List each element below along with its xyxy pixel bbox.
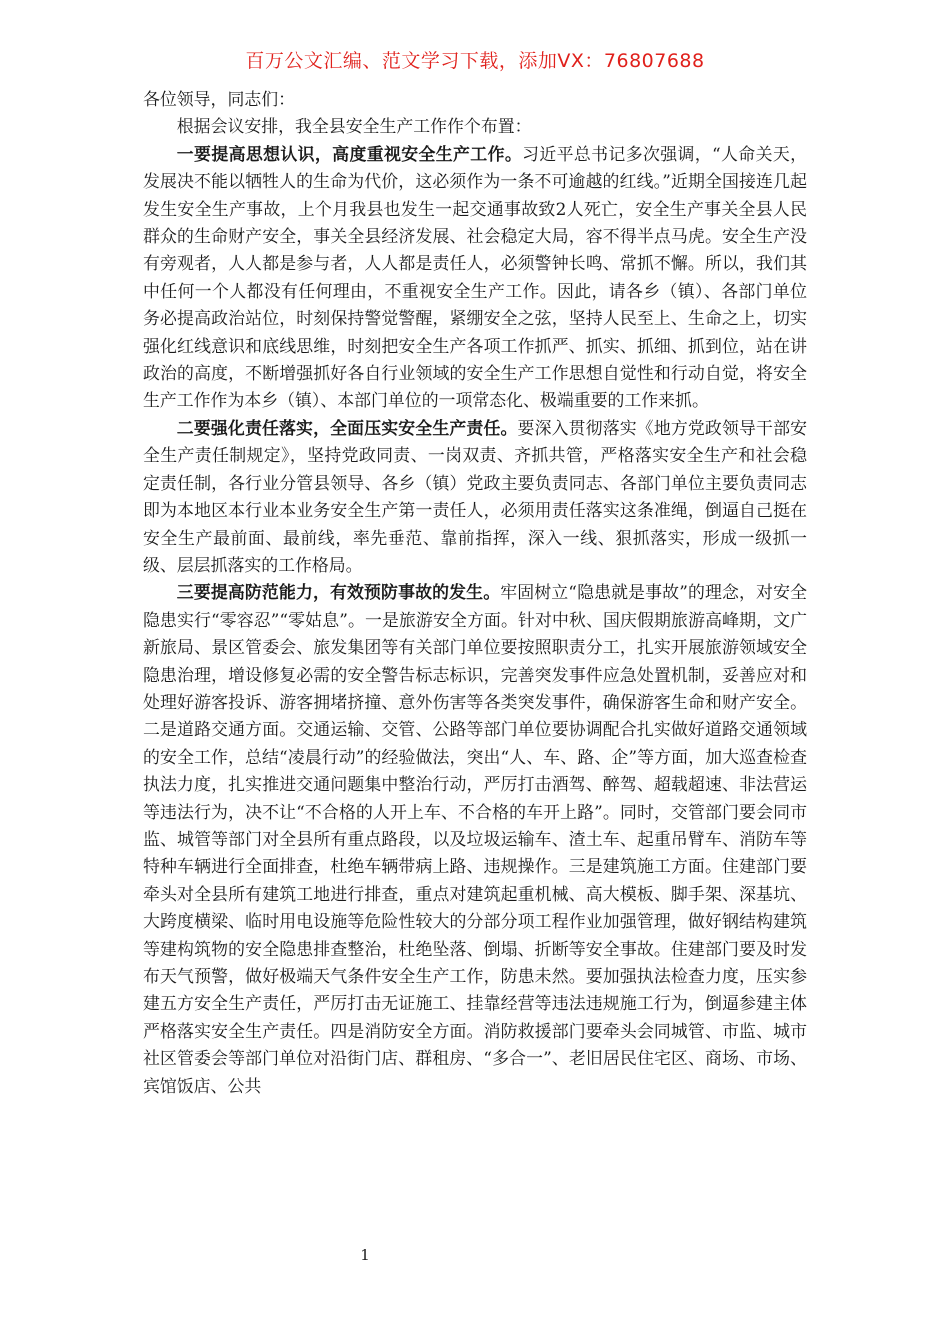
section-paragraph-1 [143,141,807,415]
section-heading-3: 三要提高防范能力，有效预防事故的发生。 [176,582,501,603]
section-body-1: 习近平总书记多次强调，“人命关天，发展决不能以牺牲人的生命为代价，这必须作为一条不可逾越的红线。”近期全国接连几起发生安全生产事故，上个月我县也发生一起交通事故致2人死亡，安全生产事关全县人民群众的生命财产安全，事关全县经济发展、社会稳定大局，容不得半点马虎。安全生产没有旁观者，人人都是参与者，人人都是责任人，必须警钟长鸣、常抓不懈。所以，我们其中任何一个人都没有任何理由，不重视安全生产工作。因此，请各乡（镇）、各部门单位务必提高政治站位，时刻保持警觉警醒，紧绷安全之弦，坚持人民至上、生命之上，切实强化红线意识和底线思维，时刻把安全生产各项工作抓严、抓实、抓细、抓到位，站在讲政治的高度，不断增强抓好各自行业领域的安全生产工作思想自觉性和行动自觉，将安全生产工作作为本乡（镇）、本部门单位的一项常态化、极端重要的工作来抓。 [143,143,807,411]
section-body-2: 要深入贯彻落实《地方党政领导干部安全生产责任制规定》，坚持党政同责、一岗双责、齐抓共管，严格落实安全生产和社会稳定责任制，各行业分管县领导、各乡（镇）党政主要负责同志、各部门单位主要负责同志即为本地区本行业本业务安全生产第一责任人，必须用责任落实这条准绳，倒逼自己挺在安全生产最前面、最前线，率先垂范、靠前指挥，深入一线、狠抓落实，形成一级抓一级、层层抓落实的工作格局。 [143,417,808,575]
page-number: 1 [360,1246,370,1264]
section-heading-2: 二要强化责任落实，全面压实安全生产责任。 [176,417,518,438]
section-heading-1: 一要提高思想认识，高度重视安全生产工作。 [176,143,523,164]
section-body-3: 牢固树立“隐患就是事故”的理念，对安全隐患实行“零容忍”“零姑息”。一是旅游安全方面。针对中秋、国庆假期旅游高峰期，文广新旅局、景区管委会、旅发集团等有关部门单位要按照职责分工，扎实开展旅游领域安全隐患治理，增设修复必需的安全警告标志标识，完善突发事件应急处置机制，妥善应对和处理好游客投诉、游客拥堵挤撞、意外伤害等各类突发事件，确保游客生命和财产安全。二是道路交通方面。交通运输、交管、公路等部门单位要协调配合扎实做好道路交通领域的安全工作，总结“凌晨行动”的经验做法，突出“人、车、路、企”等方面，加大巡查检查执法力度，扎实推进交通问题集中整治行动，严厉打击酒驾、醉驾、超载超速、非法营运等违法行为，决不让“不合格的人开上车、不合格的车开上路”。同时，交管部门要会同市监、城管等部门对全县所有重点路段，以及垃圾运输车、渣土车、起重吊臂车、消防车等特种车辆进行全面排查，杜绝车辆带病上路、违规操作。三是建筑施工方面。住建部门要牵头对全县所有建筑工地进行排查，重点对建筑起重机械、高大模板、脚手架、深基坑、大跨度横梁、临时用电设施等危险性较大的分部分项工程作业加强管理，做好钢结构建筑等建构筑物的安全隐患排查整治，杜绝坠落、倒塌、折断等安全事故。住建部门要及时发布天气预警，做好极端天气条件安全生产工作，防患未然。要加强执法检查力度，压实参建五方安全生产责任，严厉打击无证施工、挂靠经营等违法违规施工行为，倒逼参建主体严格落实安全生产责任。四是消防安全方面。消防救援部门要牵头会同城管、市监、城市社区管委会等部门单位对沿街门店、群租房、“多合一”、老旧居民住宅区、商场、市场、宾馆饭店、公共 [143,582,807,1096]
section-paragraph-2 [143,415,807,579]
header-banner: 百万公文汇编、范文学习下载，添加VX：76807688 [245,50,705,72]
section-paragraph-3 [143,579,807,1100]
intro-paragraph: 根据会议安排，我全县安全生产工作作个布置： [176,116,532,137]
document-body [143,86,807,1100]
salutation: 各位领导，同志们： [143,89,296,109]
